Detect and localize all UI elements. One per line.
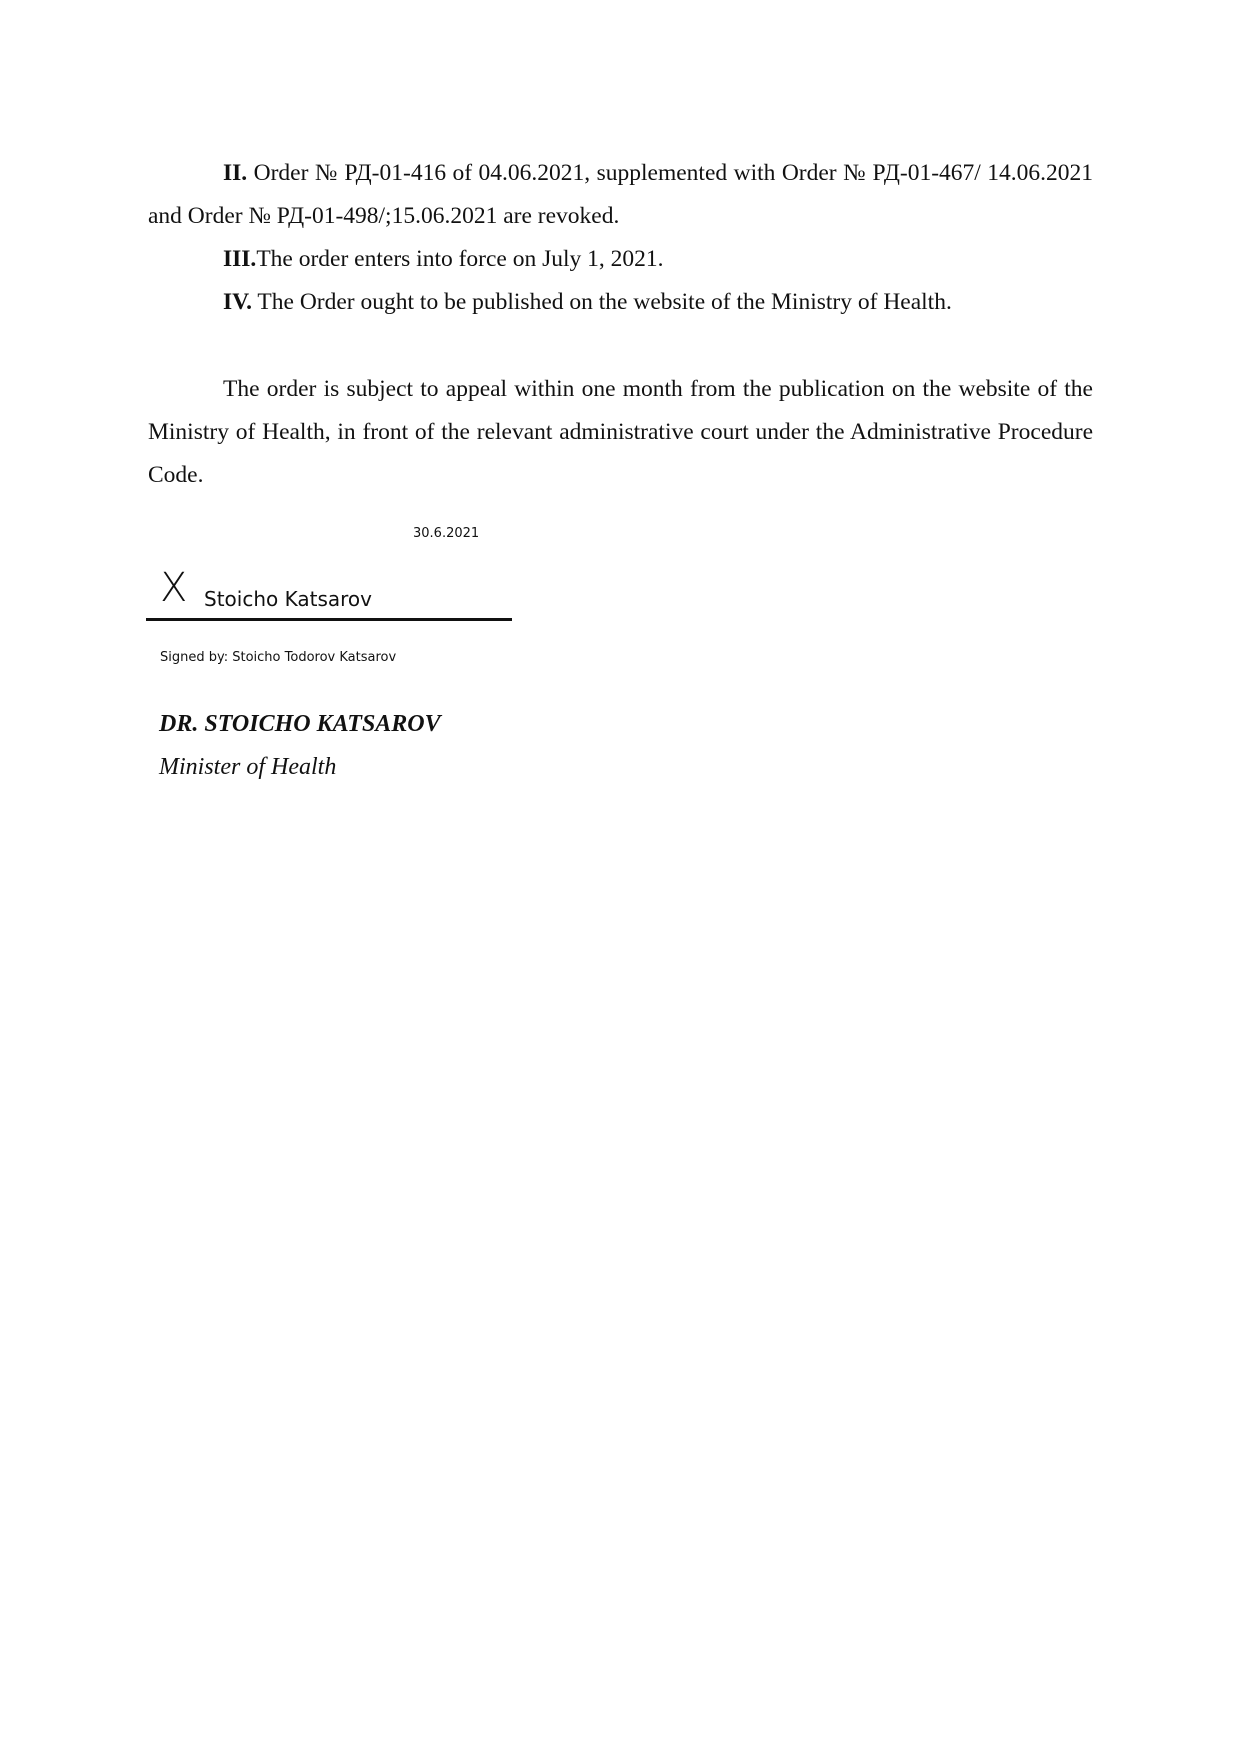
official-name: DR. STOICHO KATSAROV [159, 711, 441, 737]
item-text: The Order ought to be published on the website of the Ministry of Health. [257, 289, 952, 315]
signed-by-text: Signed by: Stoicho Todorov Katsarov [160, 650, 397, 665]
signature-mark: X [160, 565, 188, 611]
item-text: The order enters into force on July 1, 2021. [256, 246, 664, 272]
signature-date: 30.6.2021 [413, 526, 480, 541]
item-numeral: IV. [223, 289, 252, 315]
item-numeral: III. [223, 246, 257, 272]
official-title: Minister of Health [159, 754, 337, 780]
order-item-iv [148, 281, 1093, 324]
item-text: Order № РД-01-416 of 04.06.2021, supplemented with Order № РД-01-467/ 14.06.2021 and Order № РД-01-498/;15.06.2021 are revoked. [148, 160, 1093, 229]
appeal-text: The order is subject to appeal within one month from the publication on the website of the Ministry of Health, in front of the relevant administrative court under the Administrative Procedure Code. [148, 376, 1093, 488]
signature-line [146, 618, 512, 621]
order-item-ii [148, 152, 1093, 238]
appeal-paragraph [148, 368, 1093, 497]
item-numeral: II. [223, 160, 248, 186]
order-item-iii [148, 238, 1093, 281]
signature-name: Stoicho Katsarov [204, 587, 372, 611]
